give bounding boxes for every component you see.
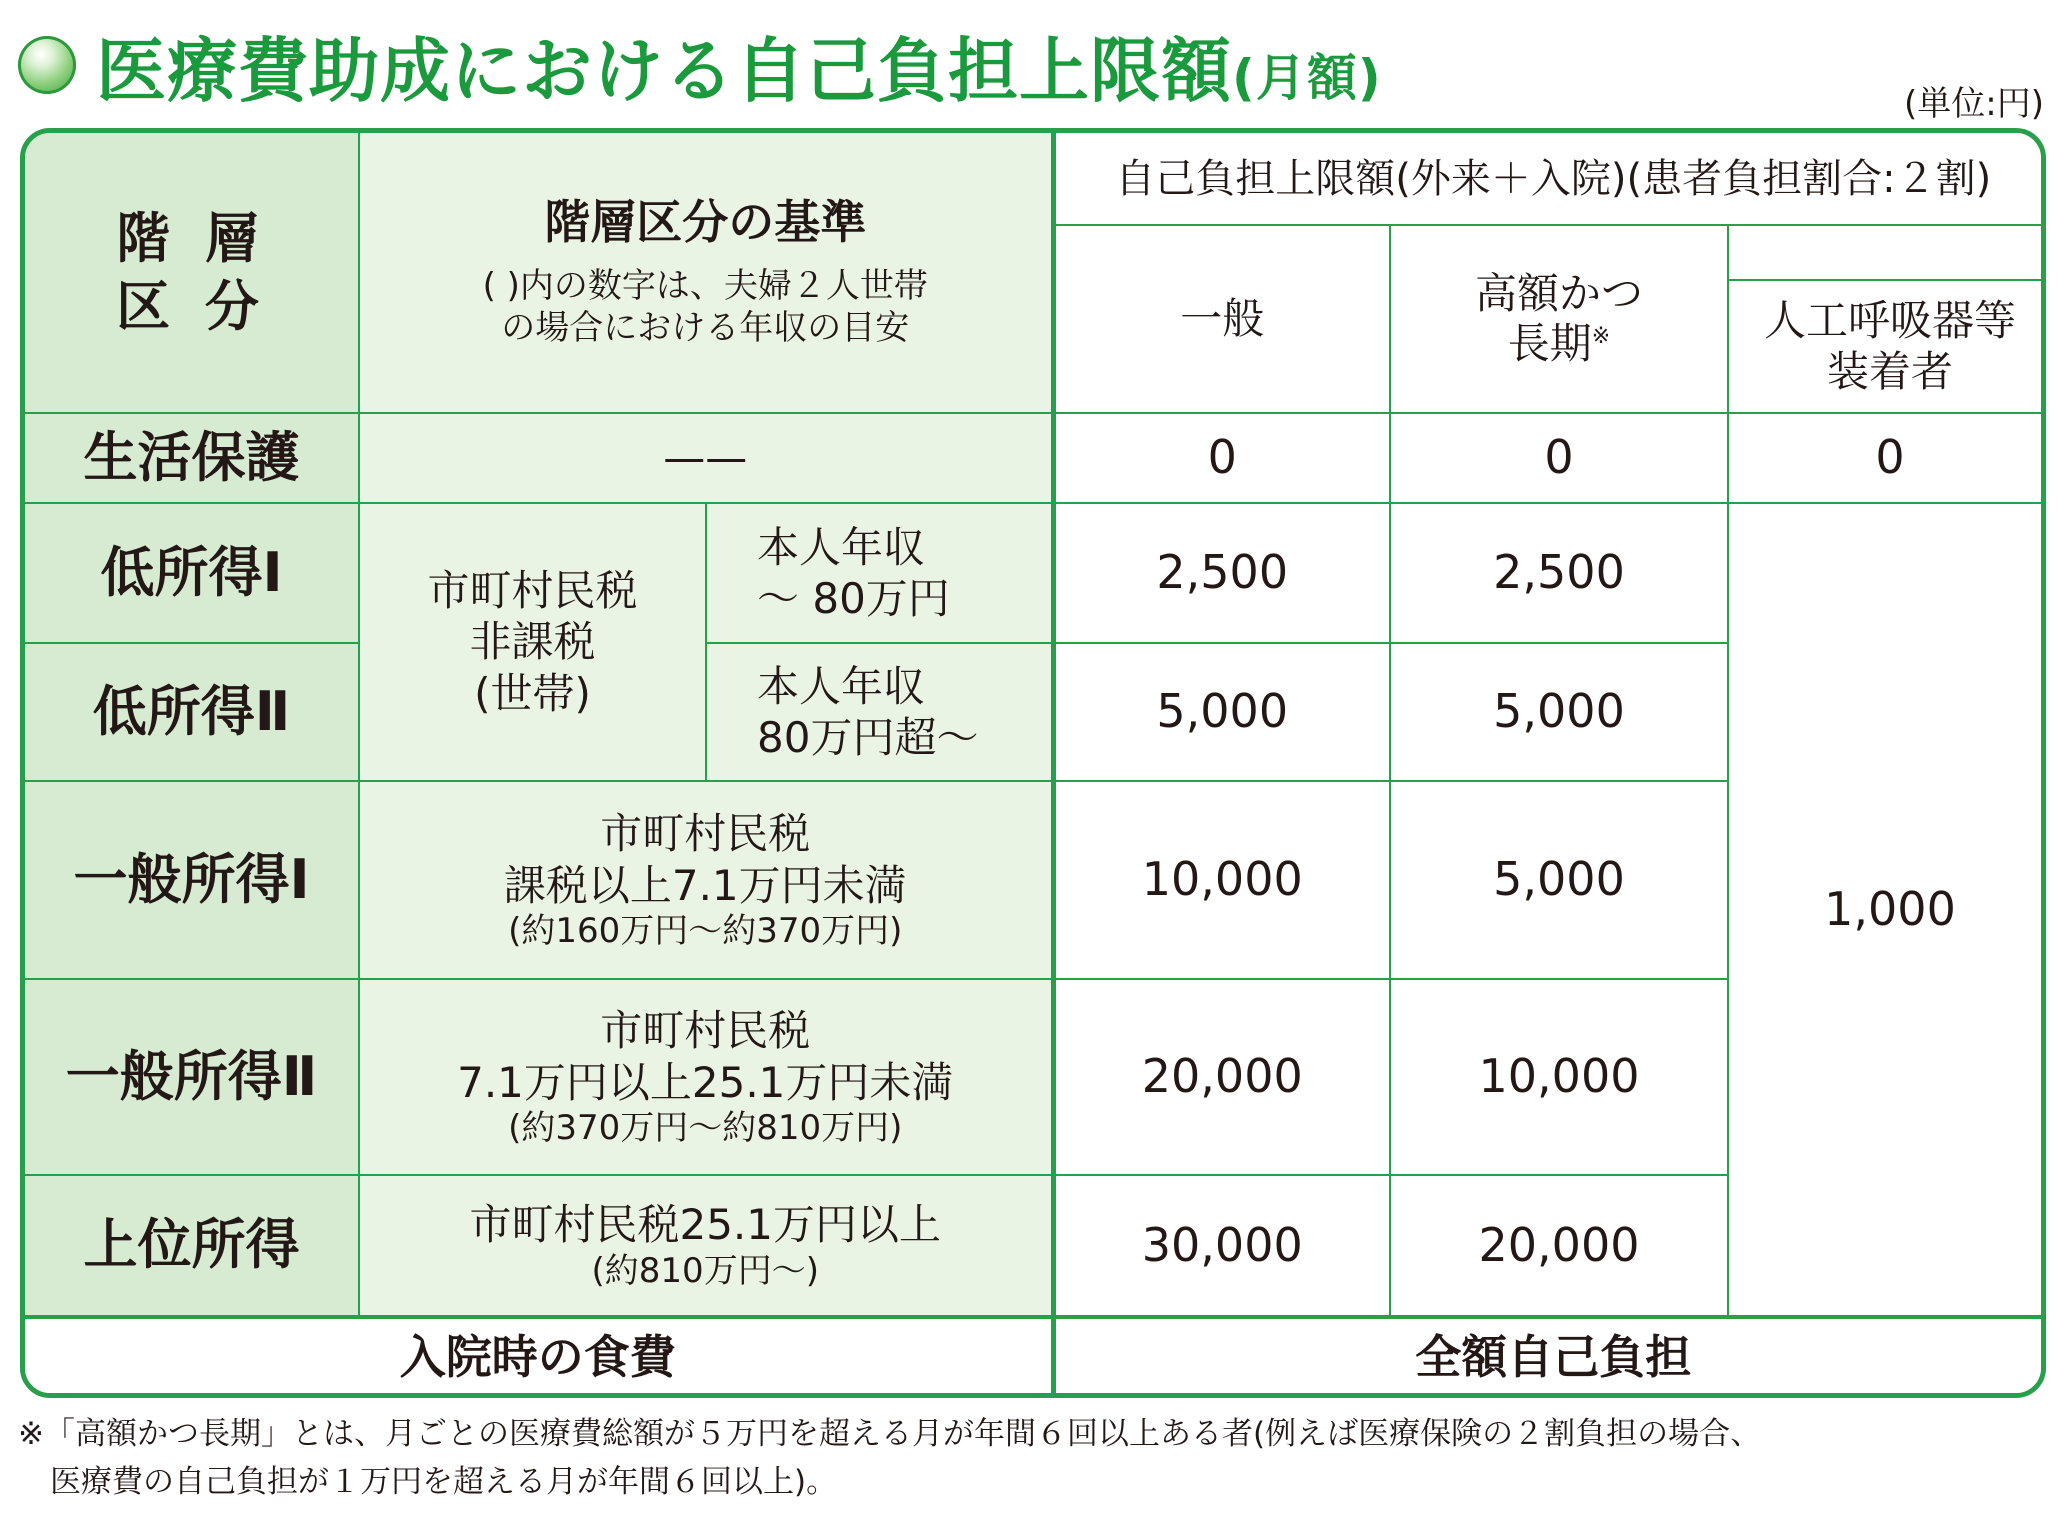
basis-title: 階層区分の基準 bbox=[544, 195, 867, 250]
col-general: 一般 bbox=[1053, 225, 1390, 413]
criteria-gen2: 市町村民税 7.1万円以上25.1万円未満 bbox=[457, 1006, 954, 1107]
criteria-gen2-cell bbox=[359, 979, 1053, 1175]
footnote-line-1: ※「高額かつ長期」とは、月ごとの医療費総額が５万円を超える月が年間６回以上ある者(例えば医療保険の２割負担の場合、 bbox=[18, 1416, 1762, 1452]
vent-welfare: 0 bbox=[1728, 413, 2046, 503]
criteria-low-group: 市町村民税 非課税 (世帯) bbox=[359, 503, 706, 781]
col-high-long bbox=[1390, 225, 1728, 413]
criteria-upper-cell bbox=[359, 1175, 1053, 1317]
footnote bbox=[18, 1410, 1761, 1506]
tier-gen2: 一般所得Ⅱ bbox=[25, 979, 359, 1175]
title-sub: (月額) bbox=[1232, 48, 1382, 107]
high-gen1: 5,000 bbox=[1390, 781, 1728, 979]
tier-low2: 低所得Ⅱ bbox=[25, 643, 359, 781]
criteria-welfare: —— bbox=[359, 413, 1053, 503]
footnote-mark: ※ bbox=[1591, 324, 1611, 349]
title-row bbox=[18, 20, 1382, 110]
criteria-gen1: 市町村民税 課税以上7.1万円未満 bbox=[503, 809, 907, 910]
high-gen2: 10,000 bbox=[1390, 979, 1728, 1175]
high-upper: 20,000 bbox=[1390, 1175, 1728, 1317]
criteria-upper: 市町村民税25.1万円以上 bbox=[469, 1200, 942, 1250]
bullet-circle-icon bbox=[18, 36, 76, 94]
basis-header bbox=[359, 133, 1053, 413]
row-meals bbox=[25, 1317, 2046, 1397]
copay-limit-table bbox=[20, 128, 2046, 1398]
general-welfare: 0 bbox=[1053, 413, 1390, 503]
general-low2: 5,000 bbox=[1053, 643, 1390, 781]
meals-label: 入院時の食費 bbox=[25, 1317, 1053, 1397]
criteria-gen2-note: (約370万円～約810万円) bbox=[508, 1107, 903, 1148]
criteria-gen1-note: (約160万円～約370万円) bbox=[508, 910, 903, 951]
tier-gen1: 一般所得Ⅰ bbox=[25, 781, 359, 979]
high-low2: 5,000 bbox=[1390, 643, 1728, 781]
tier-header-text: 階 層 区 分 bbox=[116, 207, 267, 338]
basis-note: ( )内の数字は、夫婦２人世帯 の場合における年収の目安 bbox=[482, 265, 928, 349]
vent-shared: 1,000 bbox=[1728, 503, 2046, 1317]
general-gen1: 10,000 bbox=[1053, 781, 1390, 979]
high-welfare: 0 bbox=[1390, 413, 1728, 503]
col-high-long-label: 高額かつ 長期 bbox=[1474, 268, 1643, 368]
unit-label: (単位:円) bbox=[1904, 84, 2044, 124]
tier-low1: 低所得Ⅰ bbox=[25, 503, 359, 643]
general-upper: 30,000 bbox=[1053, 1175, 1390, 1317]
title-main: 医療費助成における自己負担上限額 bbox=[96, 29, 1232, 112]
criteria-low1: 本人年収 ～ 80万円 bbox=[706, 503, 1053, 643]
tier-welfare: 生活保護 bbox=[25, 413, 359, 503]
criteria-gen1-cell bbox=[359, 781, 1053, 979]
page-title bbox=[96, 15, 1382, 116]
col-ventilator: 人工呼吸器等 装着者 bbox=[1728, 280, 2046, 413]
general-gen2: 20,000 bbox=[1053, 979, 1390, 1175]
tier-header bbox=[25, 133, 359, 413]
limit-header: 自己負担上限額(外来＋入院)(患者負担割合:２割) bbox=[1053, 133, 2046, 225]
criteria-upper-note: (約810万円～) bbox=[591, 1250, 819, 1291]
tier-upper: 上位所得 bbox=[25, 1175, 359, 1317]
col-vent-spacer bbox=[1728, 225, 2046, 280]
meals-value: 全額自己負担 bbox=[1053, 1317, 2046, 1397]
row-welfare bbox=[25, 413, 2046, 503]
general-low1: 2,500 bbox=[1053, 503, 1390, 643]
high-low1: 2,500 bbox=[1390, 503, 1728, 643]
criteria-low2: 本人年収 80万円超～ bbox=[706, 643, 1053, 781]
row-low1 bbox=[25, 503, 2046, 643]
header-row-1 bbox=[25, 133, 2046, 225]
footnote-line-2: 医療費の自己負担が１万円を超える月が年間６回以上)。 bbox=[50, 1464, 838, 1501]
